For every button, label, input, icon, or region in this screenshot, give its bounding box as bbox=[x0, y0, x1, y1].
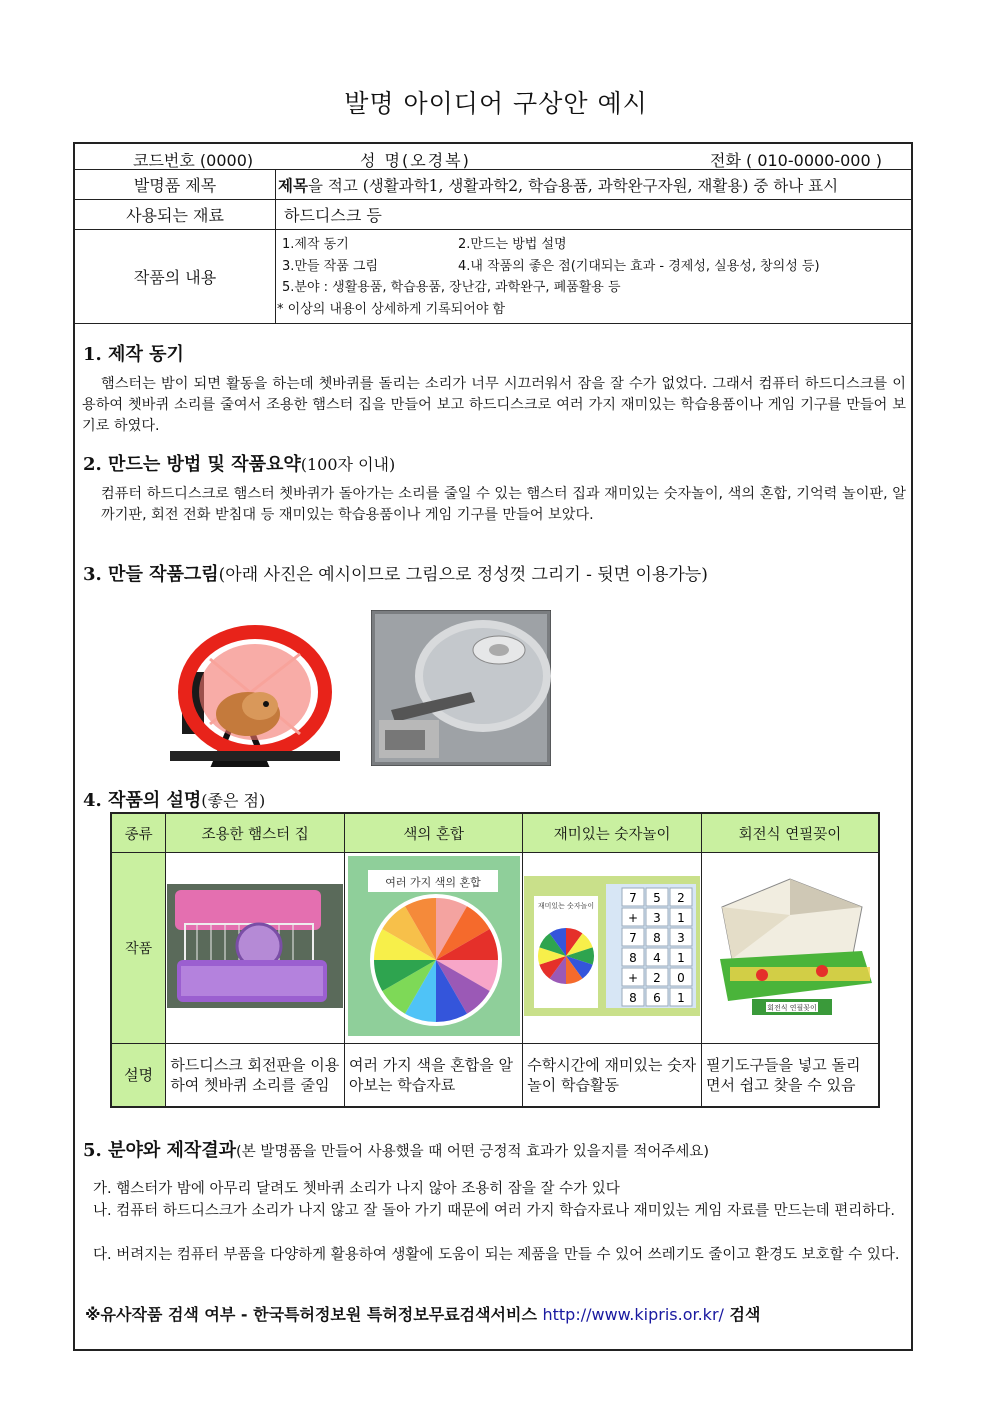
number-tile-label: 3 bbox=[653, 911, 661, 925]
pencil-holder-image bbox=[702, 871, 878, 1021]
hamster-house-image bbox=[167, 884, 343, 1008]
section-5-heading bbox=[83, 1136, 709, 1162]
page-title: 발명 아이디어 구상안 예시 bbox=[344, 89, 648, 118]
number-board-label: 재미있는 숫자놀이 bbox=[537, 902, 595, 910]
table-header-row bbox=[111, 813, 879, 853]
number-tile-label: 8 bbox=[653, 931, 661, 945]
table-col-kind: 종류 bbox=[111, 813, 166, 853]
section-2-title: 2. 만드는 방법 및 작품요약 bbox=[83, 454, 301, 475]
number-tile-label: 4 bbox=[653, 951, 661, 965]
result-item: 가. 햄스터가 밤에 아무리 달려도 쳇바퀴 소리가 나지 않아 조용히 잠을 잘 수가 있다 bbox=[93, 1181, 620, 1197]
number-tile-label: 5 bbox=[653, 891, 661, 905]
number-tile-label: 6 bbox=[653, 991, 661, 1005]
form-frame bbox=[73, 142, 913, 1351]
number-game-image bbox=[524, 876, 700, 1016]
description-cell: 여러 가지 색을 혼합을 알아보는 학습자료 bbox=[345, 1044, 523, 1108]
pencil-holder-label: 회전식 연필꽂이 bbox=[767, 1004, 817, 1012]
content-note: * 이상의 내용이 상세하게 기록되어야 함 bbox=[277, 301, 506, 317]
code-number: 코드번호 (0000) bbox=[133, 151, 254, 170]
section-2-heading bbox=[83, 450, 395, 476]
number-tile-label: 8 bbox=[629, 951, 637, 965]
search-suffix: 검색 bbox=[729, 1305, 761, 1324]
description-cell: 하드디스크 회전판을 이용하여 쳇바퀴 소리를 줄임 bbox=[166, 1044, 345, 1108]
works-table bbox=[110, 812, 880, 1108]
description-cell: 수학시간에 재미있는 숫자놀이 학습활동 bbox=[523, 1044, 702, 1108]
description-cell: 필기도구들을 넣고 돌리면서 쉽고 찾을 수 있음 bbox=[702, 1044, 880, 1108]
similar-work-search bbox=[85, 1302, 760, 1325]
content-line-1: 1.제작 동기 bbox=[282, 237, 349, 252]
content-line-4: 4.내 작품의 좋은 점(기대되는 효과 - 경제성, 실용성, 창의성 등) bbox=[458, 258, 820, 274]
hamster-wheel-image bbox=[170, 624, 340, 770]
title-value-bold: 제목 bbox=[278, 175, 308, 195]
material-value: 하드디스크 등 bbox=[284, 206, 382, 225]
number-tile-label: 1 bbox=[677, 991, 685, 1005]
content-line-3: 3.만들 작품 그림 bbox=[282, 258, 379, 274]
content-line-5: 5.분야 : 생활용품, 학습용품, 장난감, 과학완구, 폐품활용 등 bbox=[282, 280, 621, 295]
section-4-title: 4. 작품의 설명 bbox=[83, 790, 202, 811]
section-2-title-tail: (100자 이내) bbox=[300, 455, 396, 474]
number-tile-label: 2 bbox=[653, 971, 661, 985]
content-label: 작품의 내용 bbox=[75, 230, 276, 323]
content-guide bbox=[277, 234, 820, 320]
number-tile-label: 1 bbox=[677, 911, 685, 925]
photo-cell-hamster-house bbox=[166, 853, 345, 1044]
result-item: 나. 컴퓨터 하드디스크가 소리가 나지 않고 잘 돌아 가기 때문에 여러 가지 학습자료나 재미있는 게임 자료를 만드는데 편리하다. bbox=[93, 1203, 895, 1219]
table-header-cell: 색의 혼합 bbox=[345, 813, 523, 853]
phone-number: 전화 ( 010-0000-000 ) bbox=[710, 151, 882, 170]
section-3-heading bbox=[83, 560, 708, 586]
number-tile-label: + bbox=[628, 971, 639, 985]
number-tile-label: 7 bbox=[629, 891, 637, 905]
section-5-title-tail: (본 발명품을 만들어 사용했을 때 어떤 긍정적 효과가 있을지를 적어주세요) bbox=[236, 1144, 710, 1160]
number-tile-label: + bbox=[628, 911, 639, 925]
section-1-text: 햄스터는 밤이 되면 활동을 하는데 쳇바퀴를 돌리는 소리가 너무 시끄러워서 잠을 잘 수가 없었다. 그래서 컴퓨터 하드디스크를 이용하여 쳇바퀴 소리를 줄여서 조용한 햄스터 집을 만들어 보고 하드디스크로 여러 가지 재미있는 학습용품이나 게임 기구를 만들어 보기로 하였다. bbox=[82, 376, 906, 434]
hard-disk-image bbox=[371, 610, 551, 766]
section-1-title: 1. 제작 동기 bbox=[83, 344, 184, 365]
invention-title-value bbox=[278, 170, 907, 199]
section-5-title: 5. 분야와 제작결과 bbox=[83, 1140, 237, 1161]
table-row-descriptions bbox=[111, 1044, 879, 1108]
author-name: 성 명(오경복) bbox=[360, 151, 471, 170]
table-header-cell: 재미있는 숫자놀이 bbox=[523, 813, 702, 853]
photo-cell-number-game bbox=[523, 853, 702, 1044]
header-row-content bbox=[75, 230, 911, 324]
header-row-info bbox=[75, 144, 911, 170]
color-wheel bbox=[370, 894, 502, 1026]
section-4-heading bbox=[83, 786, 265, 812]
number-tile-label: 7 bbox=[629, 931, 637, 945]
section-1-heading bbox=[83, 340, 184, 366]
kipris-link[interactable]: http://www.kipris.or.kr/ bbox=[542, 1305, 724, 1324]
section-4-title-tail: (좋은 점) bbox=[201, 791, 266, 810]
table-header-cell: 회전식 연필꽂이 bbox=[702, 813, 880, 853]
result-item: 다. 버려지는 컴퓨터 부품을 다양하게 활용하여 생활에 도움이 되는 제품을 만들 수 있어 쓰레기도 줄이고 환경도 보호할 수 있다. bbox=[93, 1247, 900, 1263]
material-label: 사용되는 재료 bbox=[75, 200, 276, 229]
number-tile-label: 0 bbox=[677, 971, 685, 985]
search-note: ※유사작품 검색 여부 - 한국특허정보원 특허정보무료검색서비스 bbox=[85, 1305, 537, 1324]
section-3-title-tail: (아래 사진은 예시이므로 그림으로 정성껏 그리기 - 뒷면 이용가능) bbox=[218, 565, 708, 585]
number-tile-label: 8 bbox=[629, 991, 637, 1005]
number-tile-label: 3 bbox=[677, 931, 685, 945]
title-value-rest: 을 적고 (생활과학1, 생활과학2, 학습용품, 과학완구자원, 재활용) 중 하나 표시 bbox=[307, 176, 839, 195]
section-3-title: 3. 만들 작품그림 bbox=[83, 564, 219, 585]
table-row-label-work: 작품 bbox=[111, 853, 166, 1044]
number-tile-label: 1 bbox=[677, 951, 685, 965]
number-tile-label: 2 bbox=[677, 891, 685, 905]
table-row-label-desc: 설명 bbox=[111, 1044, 166, 1108]
photo-cell-pencil-holder bbox=[702, 853, 880, 1044]
invention-title-label: 발명품 제목 bbox=[75, 170, 276, 199]
color-board-label: 여러 가지 색의 혼합 bbox=[384, 876, 481, 889]
section-2-text: 컴퓨터 하드디스크로 햄스터 쳇바퀴가 돌아가는 소리를 줄일 수 있는 햄스터 집과 재미있는 숫자놀이, 색의 혼합, 기억력 놀이판, 알까기판, 회전 전화 받침대 등 재미있는 학습용품이나 게임 기구를 만들어 보았다. bbox=[101, 486, 906, 523]
color-mixing-image bbox=[348, 856, 520, 1036]
content-line-2: 2.만드는 방법 설명 bbox=[458, 237, 567, 252]
photo-cell-color-mixing bbox=[345, 853, 523, 1044]
table-header-cell: 조용한 햄스터 집 bbox=[166, 813, 345, 853]
header-row-material bbox=[75, 200, 911, 230]
table-row-works bbox=[111, 853, 879, 1044]
header-row-title bbox=[75, 170, 911, 200]
